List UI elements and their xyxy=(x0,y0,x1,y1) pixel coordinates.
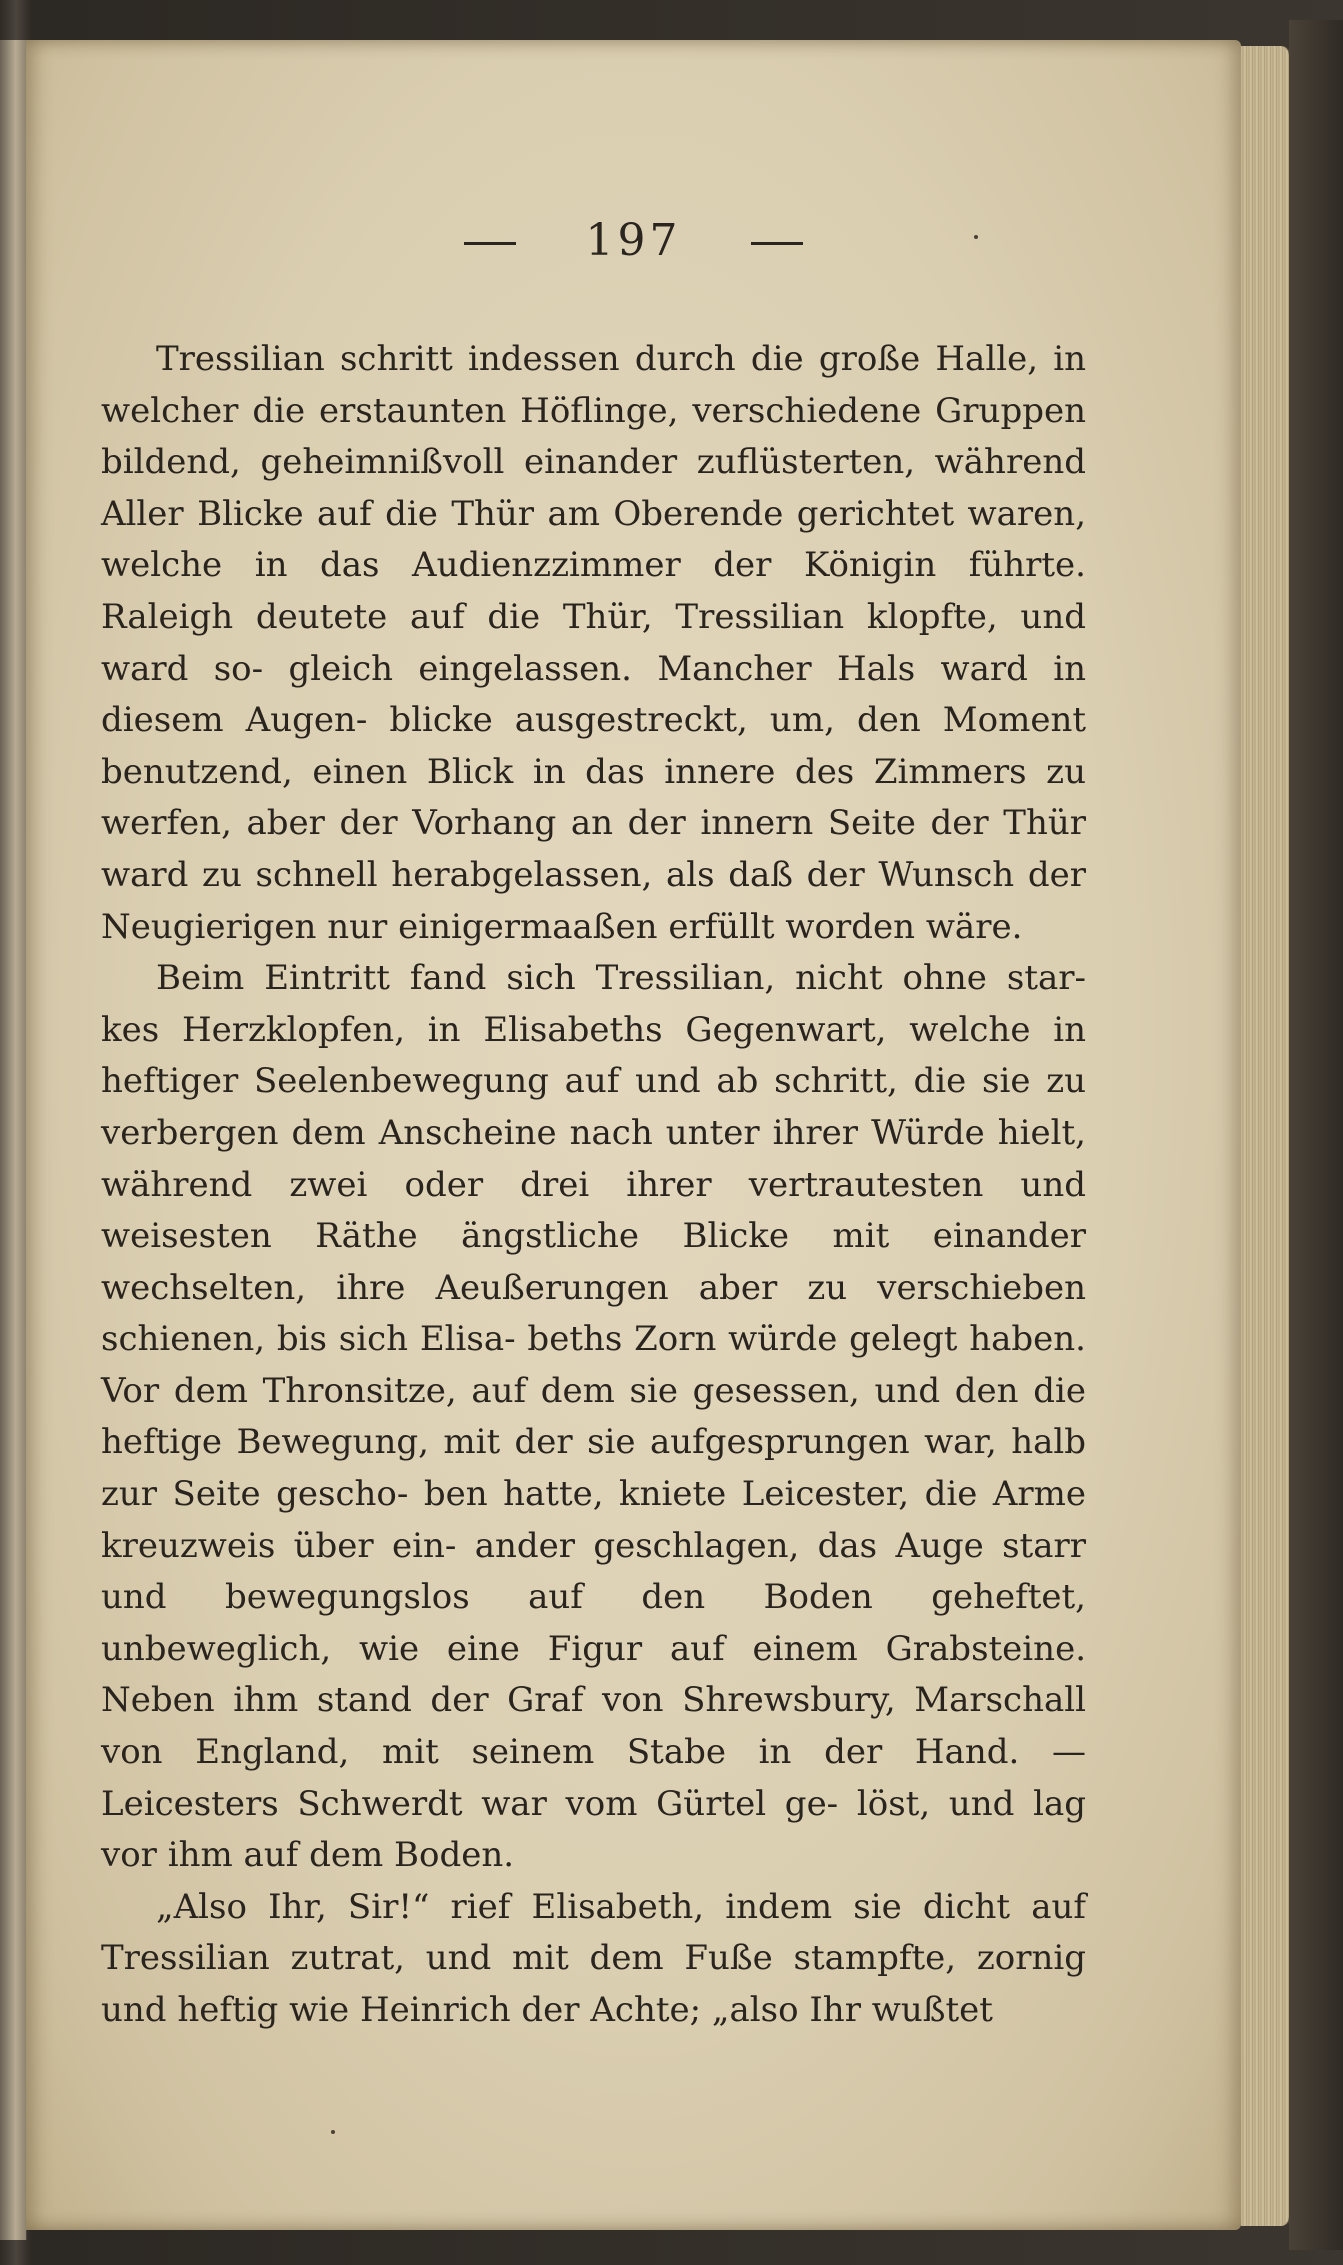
book-cover-edge xyxy=(1289,20,1343,2250)
paragraph: „Also Ihr, Sir!“ rief Elisabeth, indem sie dicht auf Tressilian zutrat, und mit dem Fuße stampfte, zornig und heftig wie Heinrich der Achte; „also Ihr wußtet xyxy=(101,1886,1086,2030)
header-dash-right xyxy=(751,242,803,245)
page-block-edge xyxy=(1241,46,1291,2226)
page-number: 197 xyxy=(585,215,682,266)
paragraph: Beim Eintritt fand sich Tressilian, nicht ohne star‑ kes Herzklopfen, in Elisabeths Gegenwart, welche in heftiger Seelenbewegung auf und ab schritt, die sie zu verbergen dem Anscheine nach unter ihrer Würde hielt, während zwei oder drei ihrer vertrautesten und weisesten Räthe ängstliche Blicke mit einander wechselten, ihre Aeußerungen aber zu verschieben schienen, bis sich Elisa‑ beths Zorn würde gelegt haben. Vor dem Thronsitze, auf dem sie gesessen, und den die heftige Bewegung, mit der sie aufgesprungen war, halb zur Seite gescho‑ ben hatte, kniete Leicester, die Arme kreuzweis über ein‑ ander geschlagen, das Auge starr und bewegungslos auf den Boden geheftet, unbeweglich, wie eine Figur auf einem Grabsteine. Neben ihm stand der Graf von Shrewsbury, Marschall von England, mit seinem Stabe in der Hand. — Leicesters Schwerdt war vom Gürtel ge‑ löst, und lag vor ihm auf dem Boden. xyxy=(101,958,1086,1876)
paper-speck xyxy=(974,235,978,239)
page-number-header xyxy=(26,215,1241,266)
previous-page-edge xyxy=(0,40,27,2240)
body-text xyxy=(101,334,1086,2037)
header-dash-left xyxy=(464,242,516,245)
paragraph: Tressilian schritt indessen durch die große Halle, in welcher die erstaunten Höflinge, verschiedene Gruppen bildend, geheimnißvoll einander zuflüsterten, während Aller Blicke auf die Thür am Oberende gerichtet waren, welche in das Audienzzimmer der Königin führte. Raleigh deutete auf die Thür, Tressilian klopfte, und ward so‑ gleich eingelassen. Mancher Hals ward in diesem Augen‑ blicke ausgestreckt, um, den Moment benutzend, einen Blick in das innere des Zimmers zu werfen, aber der Vorhang an der innern Seite der Thür ward zu schnell herabgelassen, als daß der Wunsch der Neugierigen nur einigermaaßen erfüllt worden wäre. xyxy=(101,339,1086,947)
paper-speck xyxy=(331,2130,335,2134)
book-page xyxy=(26,40,1241,2230)
